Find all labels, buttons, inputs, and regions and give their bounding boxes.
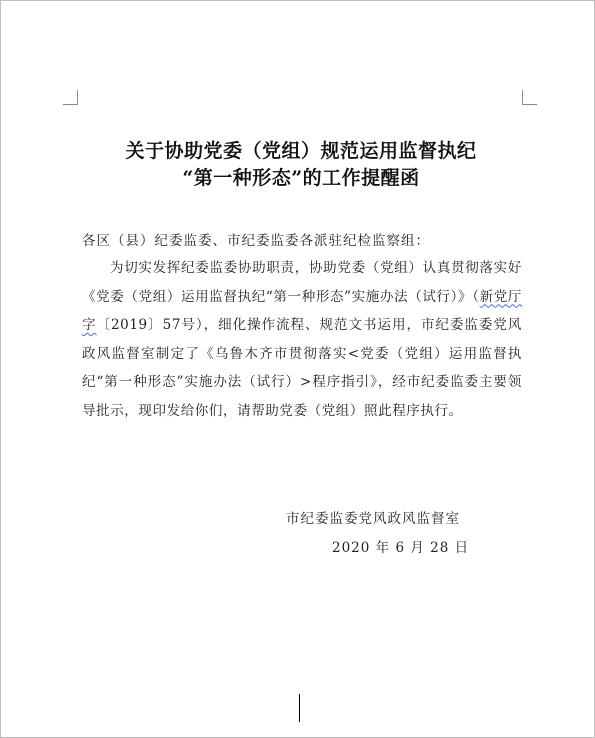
- title-line-1: 关于协助党委（党组）规范运用监督执纪: [125, 140, 477, 162]
- document-title: [61, 138, 541, 192]
- title-line-2: “第一种形态”的工作提醒函: [182, 167, 420, 189]
- spellcheck-flagged-text[interactable]: 新党厅字: [82, 288, 522, 333]
- salutation: 各区（县）纪委监委、市纪委监委各派驻纪检监察组：: [82, 233, 430, 249]
- body-text-part-2: 〔2019〕57号），细化操作流程、规范文书运用，市纪委监委党风政风监督室制定了《乌鲁木齐市贯彻落实<党委（党组）运用监督执纪“第一种形态”实施办法（试行）>程序指引》，经市纪委监委主要领导批示，现印发给你们，请帮助党委（党组）照此程序执行。: [82, 317, 523, 419]
- signoff-organization: 市纪委监委党风政风监督室: [286, 511, 460, 527]
- crop-mark-top-right: [522, 90, 537, 105]
- body-text-part-1: 为切实发挥纪委监委协助职责，协助党委（党组）认真贯彻落实好《党委（党组）运用监督执纪“第一种形态”实施办法（试行）》（: [82, 260, 522, 305]
- crop-mark-top-left: [63, 90, 78, 105]
- text-cursor: [299, 694, 300, 722]
- body-paragraph: [82, 254, 522, 425]
- signoff-date: 2020 年 6 月 28 日: [332, 540, 470, 556]
